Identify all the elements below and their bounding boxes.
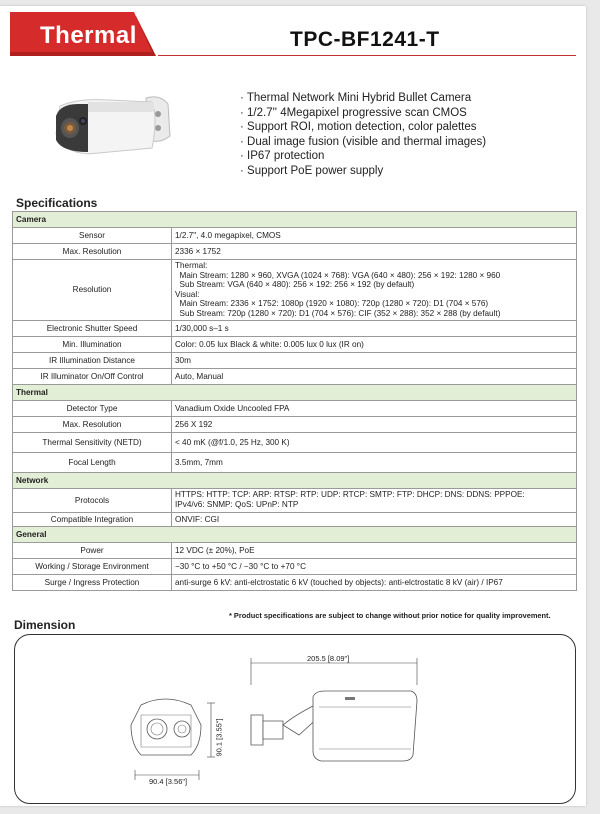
spec-label: Compatible Integration bbox=[13, 512, 172, 526]
feature-item: · Support ROI, motion detection, color palettes bbox=[240, 120, 486, 135]
feature-list bbox=[240, 91, 486, 179]
spec-value: anti-surge 6 kV: anti-elctrostatic 6 kV (touched by objects): anti-elctrostatic 8 kV (air) / IP67 bbox=[172, 574, 577, 590]
spec-value: 1/30,000 s–1 s bbox=[172, 320, 577, 336]
brand-title: Thermal bbox=[40, 22, 137, 49]
section-header-thermal: Thermal bbox=[13, 384, 577, 400]
spec-label: Max. Resolution bbox=[13, 244, 172, 260]
spec-value: 256 X 192 bbox=[172, 416, 577, 432]
datasheet-page bbox=[0, 6, 586, 806]
table-row bbox=[13, 320, 577, 336]
table-row bbox=[13, 228, 577, 244]
spec-value: 12 VDC (± 20%), PoE bbox=[172, 542, 577, 558]
spec-label: IR Illumination Distance bbox=[13, 352, 172, 368]
spec-value: Thermal: Main Stream: 1280 × 960, XVGA (1024 × 768): VGA (640 × 480): 256 × 192: 1280 × 960 Sub Stream: VGA (640 × 480): 256 × 192: 256 × 192 (by default) Visual: Main Stream: 2336 × 1752: 1080p (1920 × 1080): 720p (1280 × 720): D1 (704 × 576) Sub Stream: 720p (1280 × 720): D1 (704 × 576): CIF (352 × 288): 352 × 288 (by default) bbox=[172, 260, 577, 321]
spec-label: Power bbox=[13, 542, 172, 558]
spec-value: 1/2.7", 4.0 megapixel, CMOS bbox=[172, 228, 577, 244]
spec-label: Electronic Shutter Speed bbox=[13, 320, 172, 336]
spec-label: Detector Type bbox=[13, 400, 172, 416]
spec-value: 2336 × 1752 bbox=[172, 244, 577, 260]
table-row bbox=[13, 352, 577, 368]
spec-label: Min. Illumination bbox=[13, 336, 172, 352]
table-row bbox=[13, 432, 577, 452]
width-dimension-label: 90.4 [3.56"] bbox=[149, 777, 188, 786]
spec-label: Thermal Sensitivity (NETD) bbox=[13, 432, 172, 452]
table-row bbox=[13, 574, 577, 590]
table-row bbox=[13, 558, 577, 574]
table-row bbox=[13, 452, 577, 472]
spec-label: Working / Storage Environment bbox=[13, 558, 172, 574]
length-dimension-label: 205.5 [8.09"] bbox=[307, 654, 350, 663]
feature-item: · 1/2.7'' 4Megapixel progressive scan CMOS bbox=[240, 106, 486, 121]
spec-label: IR Illuminator On/Off Control bbox=[13, 368, 172, 384]
spec-value: Vanadium Oxide Uncooled FPA bbox=[172, 400, 577, 416]
height-dimension-label: 90.1 [3.55"] bbox=[214, 718, 224, 757]
table-row bbox=[13, 542, 577, 558]
spec-label: Focal Length bbox=[13, 452, 172, 472]
specifications-table bbox=[12, 211, 577, 591]
model-title: TPC-BF1241-T bbox=[290, 28, 440, 51]
spec-label: Sensor bbox=[13, 228, 172, 244]
dimension-drawing bbox=[14, 634, 576, 804]
dimension-heading: Dimension bbox=[14, 618, 76, 632]
dimension-diagram bbox=[15, 635, 575, 803]
table-row bbox=[13, 400, 577, 416]
spec-value: Auto, Manual bbox=[172, 368, 577, 384]
specifications-heading: Specifications bbox=[16, 196, 98, 210]
spec-value: 30m bbox=[172, 352, 577, 368]
table-row bbox=[13, 416, 577, 432]
spec-value: Color: 0.05 lux Black & white: 0.005 lux 0 lux (IR on) bbox=[172, 336, 577, 352]
spec-value: 3.5mm, 7mm bbox=[172, 452, 577, 472]
feature-item: · Thermal Network Mini Hybrid Bullet Camera bbox=[240, 91, 486, 106]
feature-item: · IP67 protection bbox=[240, 149, 486, 164]
spec-value: < 40 mK (@f/1.0, 25 Hz, 300 K) bbox=[172, 432, 577, 452]
feature-item: · Support PoE power supply bbox=[240, 164, 486, 179]
spec-value: HTTPS: HTTP: TCP: ARP: RTSP: RTP: UDP: RTCP: SMTP: FTP: DHCP: DNS: DDNS: PPPOE: IPv4/v6: SNMP: QoS: UPnP: NTP bbox=[172, 488, 577, 512]
table-row bbox=[13, 260, 577, 321]
header-rule bbox=[158, 55, 576, 56]
table-row bbox=[13, 368, 577, 384]
feature-item: · Dual image fusion (visible and thermal images) bbox=[240, 135, 486, 150]
spec-value: −30 °C to +50 °C / −30 °C to +70 °C bbox=[172, 558, 577, 574]
spec-label: Resolution bbox=[13, 260, 172, 321]
section-header-network: Network bbox=[13, 472, 577, 488]
spec-value: ONVIF: CGI bbox=[172, 512, 577, 526]
brand-banner bbox=[10, 12, 158, 64]
table-row bbox=[13, 244, 577, 260]
section-header-camera: Camera bbox=[13, 212, 577, 228]
spec-label: Surge / Ingress Protection bbox=[13, 574, 172, 590]
table-row bbox=[13, 488, 577, 512]
table-row bbox=[13, 512, 577, 526]
camera-product-image bbox=[48, 88, 178, 180]
disclaimer-note: * Product specifications are subject to change without prior notice for quality improvement. bbox=[229, 611, 551, 620]
spec-label: Max. Resolution bbox=[13, 416, 172, 432]
spec-label: Protocols bbox=[13, 488, 172, 512]
table-row bbox=[13, 336, 577, 352]
section-header-general: General bbox=[13, 526, 577, 542]
